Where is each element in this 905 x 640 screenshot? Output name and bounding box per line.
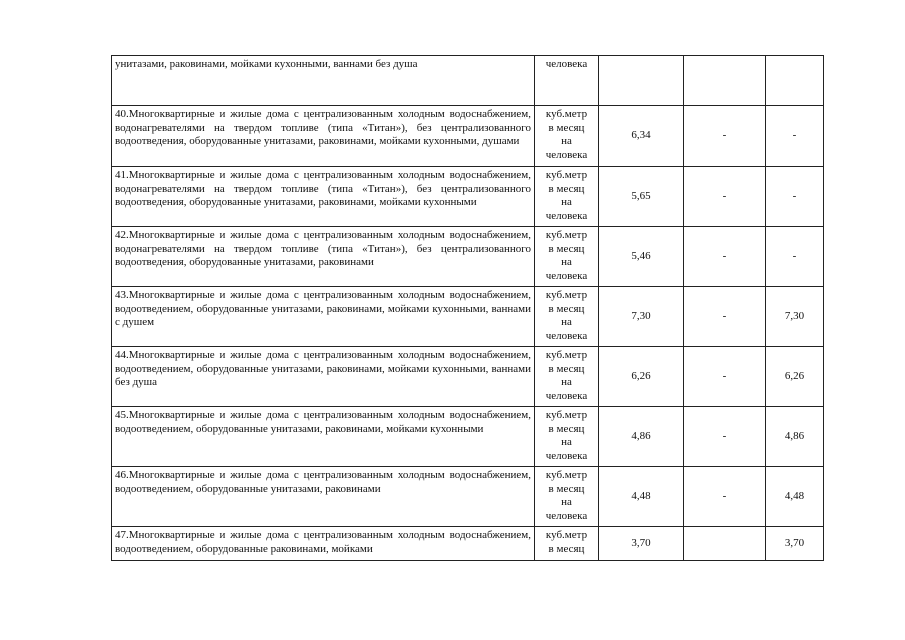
table-row xyxy=(112,527,824,561)
row-value-3: 6,26 xyxy=(766,347,824,407)
row-description: 47.Многоквартирные и жилые дома с централизованным холодным водоснабжением, водоотведением, оборудованные раковинами, мойками xyxy=(112,527,535,561)
table-row xyxy=(112,287,824,347)
row-value-2: - xyxy=(684,227,766,287)
row-value-3: 4,86 xyxy=(766,407,824,467)
unit-line: куб.метр xyxy=(545,469,588,481)
unit-line: человека xyxy=(545,58,588,70)
table-row xyxy=(112,347,824,407)
row-value-2: - xyxy=(684,467,766,527)
unit-line: куб.метр xyxy=(545,108,588,120)
row-value-3: 4,48 xyxy=(766,467,824,527)
row-value-1 xyxy=(599,56,684,106)
row-value-1: 6,26 xyxy=(599,347,684,407)
unit-line: в месяц xyxy=(548,362,585,375)
unit-line: в месяц xyxy=(548,482,585,495)
row-unit xyxy=(535,167,599,227)
row-value-2: - xyxy=(684,287,766,347)
row-value-2: - xyxy=(684,407,766,467)
table-row xyxy=(112,106,824,167)
row-description: унитазами, раковинами, мойками кухонными, ваннами без душа xyxy=(112,56,535,106)
row-unit xyxy=(535,56,599,106)
row-unit xyxy=(535,106,599,167)
table-row xyxy=(112,227,824,287)
row-unit xyxy=(535,227,599,287)
unit-line: куб.метр xyxy=(545,409,588,421)
row-value-3: - xyxy=(766,167,824,227)
unit-line: куб.метр xyxy=(545,289,588,301)
unit-line: на xyxy=(561,376,572,388)
row-value-1: 5,65 xyxy=(599,167,684,227)
row-unit xyxy=(535,527,599,561)
unit-line: в месяц xyxy=(548,182,585,195)
row-value-3: - xyxy=(766,227,824,287)
unit-line: в месяц xyxy=(548,121,585,134)
row-value-1: 5,46 xyxy=(599,227,684,287)
unit-line: в месяц xyxy=(548,302,585,315)
row-value-2: - xyxy=(684,106,766,167)
row-value-2: - xyxy=(684,347,766,407)
row-value-1: 4,86 xyxy=(599,407,684,467)
table-row xyxy=(112,467,824,527)
unit-line: человека xyxy=(545,269,588,282)
unit-line: в месяц xyxy=(548,542,585,555)
row-value-3 xyxy=(766,56,824,106)
row-description: 42.Многоквартирные и жилые дома с централизованным холодным водоснабжением, водонагревателями на твердом топливе (типа «Титан»), без централизованного водоотведения, оборудованные унитазами, раковинами xyxy=(112,227,535,287)
row-value-3: - xyxy=(766,106,824,167)
unit-line: куб.метр xyxy=(545,229,588,241)
table-row xyxy=(112,167,824,227)
row-value-3: 7,30 xyxy=(766,287,824,347)
row-description: 44.Многоквартирные и жилые дома с централизованным холодным водоснабжением, водоотведением, оборудованные унитазами, раковинами, мойками кухонными, ваннами без душа xyxy=(112,347,535,407)
row-value-1: 4,48 xyxy=(599,467,684,527)
unit-line: на xyxy=(561,196,572,208)
unit-line: на xyxy=(561,135,572,147)
unit-line: куб.метр xyxy=(545,349,588,361)
table-row xyxy=(112,407,824,467)
unit-line: куб.метр xyxy=(545,169,588,181)
unit-line: на xyxy=(561,496,572,508)
unit-line: в месяц xyxy=(548,422,585,435)
row-value-1: 7,30 xyxy=(599,287,684,347)
row-description: 43.Многоквартирные и жилые дома с централизованным холодным водоснабжением, водоотведением, оборудованные унитазами, раковинами, мойками кухонными, ваннами с душем xyxy=(112,287,535,347)
row-value-3: 3,70 xyxy=(766,527,824,561)
unit-line: на xyxy=(561,316,572,328)
unit-line: на xyxy=(561,256,572,268)
row-value-2 xyxy=(684,56,766,106)
row-value-2: - xyxy=(684,167,766,227)
unit-line: человека xyxy=(545,389,588,402)
row-value-2 xyxy=(684,527,766,561)
unit-line: куб.метр xyxy=(545,529,588,541)
row-value-1: 6,34 xyxy=(599,106,684,167)
unit-line: в месяц xyxy=(548,242,585,255)
row-value-1: 3,70 xyxy=(599,527,684,561)
consumption-norms-table xyxy=(111,55,824,561)
row-unit xyxy=(535,347,599,407)
row-description: 41.Многоквартирные и жилые дома с централизованным холодным водоснабжением, водонагревателями на твердом топливе (типа «Титан»), без централизованного водоотведения, оборудованные унитазами, раковинами, мойками кухонными xyxy=(112,167,535,227)
row-unit xyxy=(535,287,599,347)
unit-line: человека xyxy=(545,449,588,462)
table-row xyxy=(112,56,824,106)
unit-line: человека xyxy=(545,329,588,342)
unit-line: человека xyxy=(545,148,588,161)
unit-line: человека xyxy=(545,209,588,222)
row-description: 40.Многоквартирные и жилые дома с централизованным холодным водоснабжением, водонагревателями на твердом топливе (типа «Титан»), без централизованного водоотведения, оборудованные унитазами, раковинами, мойками кухонными, душами xyxy=(112,106,535,167)
row-unit xyxy=(535,407,599,467)
unit-line: на xyxy=(561,436,572,448)
row-description: 45.Многоквартирные и жилые дома с централизованным холодным водоснабжением, водоотведением, оборудованные унитазами, раковинами, мойками кухонными xyxy=(112,407,535,467)
row-unit xyxy=(535,467,599,527)
row-description: 46.Многоквартирные и жилые дома с централизованным холодным водоснабжением, водоотведением, оборудованные унитазами, раковинами xyxy=(112,467,535,527)
unit-line: человека xyxy=(545,509,588,522)
